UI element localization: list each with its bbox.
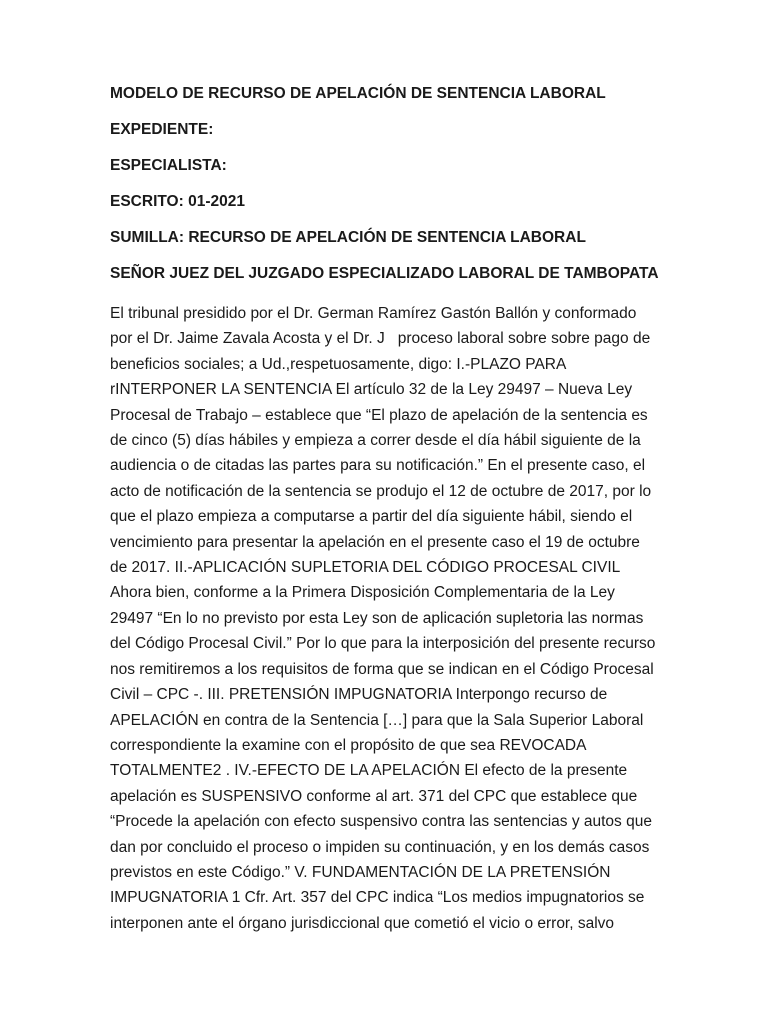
body-line: 29497 “En lo no previsto por esta Ley son de aplicación supletoria las normas xyxy=(110,609,644,627)
body-line: de cinco (5) días hábiles y empieza a correr desde el día hábil siguiente de la xyxy=(110,432,641,450)
body-line: dan por concluido el proceso o impiden su continuación, y en los demás casos xyxy=(110,838,650,856)
body-line: por el Dr. Jaime Zavala Acosta y el Dr. J proceso laboral sobre sobre pago de xyxy=(110,330,651,348)
escrito-label: ESCRITO: 01-2021 xyxy=(110,193,245,210)
body-line: vencimiento para presentar la apelación en el presente caso el 19 de octubre xyxy=(110,533,640,551)
body-line: APELACIÓN en contra de la Sentencia […] para que la Sala Superior Laboral xyxy=(110,711,644,729)
body-line: Procesal de Trabajo – establece que “El plazo de apelación de la sentencia es xyxy=(110,406,648,424)
body-line: El tribunal presidido por el Dr. German Ramírez Gastón Ballón y conformado xyxy=(110,305,637,322)
body-line: del Código Procesal Civil.” Por lo que para la interposición del presente recurso xyxy=(110,635,656,653)
body-line: correspondiente la examine con el propósito de que sea REVOCADA xyxy=(110,736,587,754)
body-line: que el plazo empieza a computarse a partir del día siguiente hábil, siendo el xyxy=(110,508,633,526)
body-line: interponen ante el órgano jurisdiccional que cometió el vicio o error, salvo xyxy=(110,914,615,932)
body-line: apelación es SUSPENSIVO conforme al art. 371 del CPC que establece que xyxy=(110,787,638,805)
body-line: previstos en este Código.” V. FUNDAMENTACIÓN DE LA PRETENSIÓN xyxy=(110,863,611,881)
body-line: beneficios sociales; a Ud.,respetuosamente, digo: I.-PLAZO PARA xyxy=(110,355,567,373)
body-paragraph xyxy=(110,300,670,936)
body-line: rINTERPONER LA SENTENCIA El artículo 32 de la Ley 29497 – Nueva Ley xyxy=(110,381,633,399)
body-line: Civil – CPC -. III. PRETENSIÓN IMPUGNATORIA Interpongo recurso de xyxy=(110,686,608,704)
especialista-label: ESPECIALISTA: xyxy=(110,157,227,174)
addressee-heading: SEÑOR JUEZ DEL JUZGADO ESPECIALIZADO LABORAL DE TAMBOPATA xyxy=(110,265,659,282)
document-title: MODELO DE RECURSO DE APELACIÓN DE SENTENCIA LABORAL xyxy=(110,85,606,102)
body-line: de 2017. II.-APLICACIÓN SUPLETORIA DEL CÓDIGO PROCESAL CIVIL xyxy=(110,559,621,577)
document-page xyxy=(110,84,670,936)
body-line: TOTALMENTE2 . IV.-EFECTO DE LA APELACIÓN El efecto de la presente xyxy=(110,762,628,780)
body-line: IMPUGNATORIA 1 Cfr. Art. 357 del CPC indica “Los medios impugnatorios se xyxy=(110,889,645,907)
expediente-label: EXPEDIENTE: xyxy=(110,121,214,138)
body-line: audiencia o de citadas las partes para su notificación.” En el presente caso, el xyxy=(110,457,646,475)
body-line: “Procede la apelación con efecto suspensivo contra las sentencias y autos que xyxy=(110,813,652,831)
body-line: acto de notificación de la sentencia se produjo el 12 de octubre de 2017, por lo xyxy=(110,482,652,500)
sumilla-label: SUMILLA: RECURSO DE APELACIÓN DE SENTENCIA LABORAL xyxy=(110,229,586,246)
body-line: Ahora bien, conforme a la Primera Disposición Complementaria de la Ley xyxy=(110,584,615,602)
body-line: nos remitiremos a los requisitos de forma que se indican en el Código Procesal xyxy=(110,660,654,678)
